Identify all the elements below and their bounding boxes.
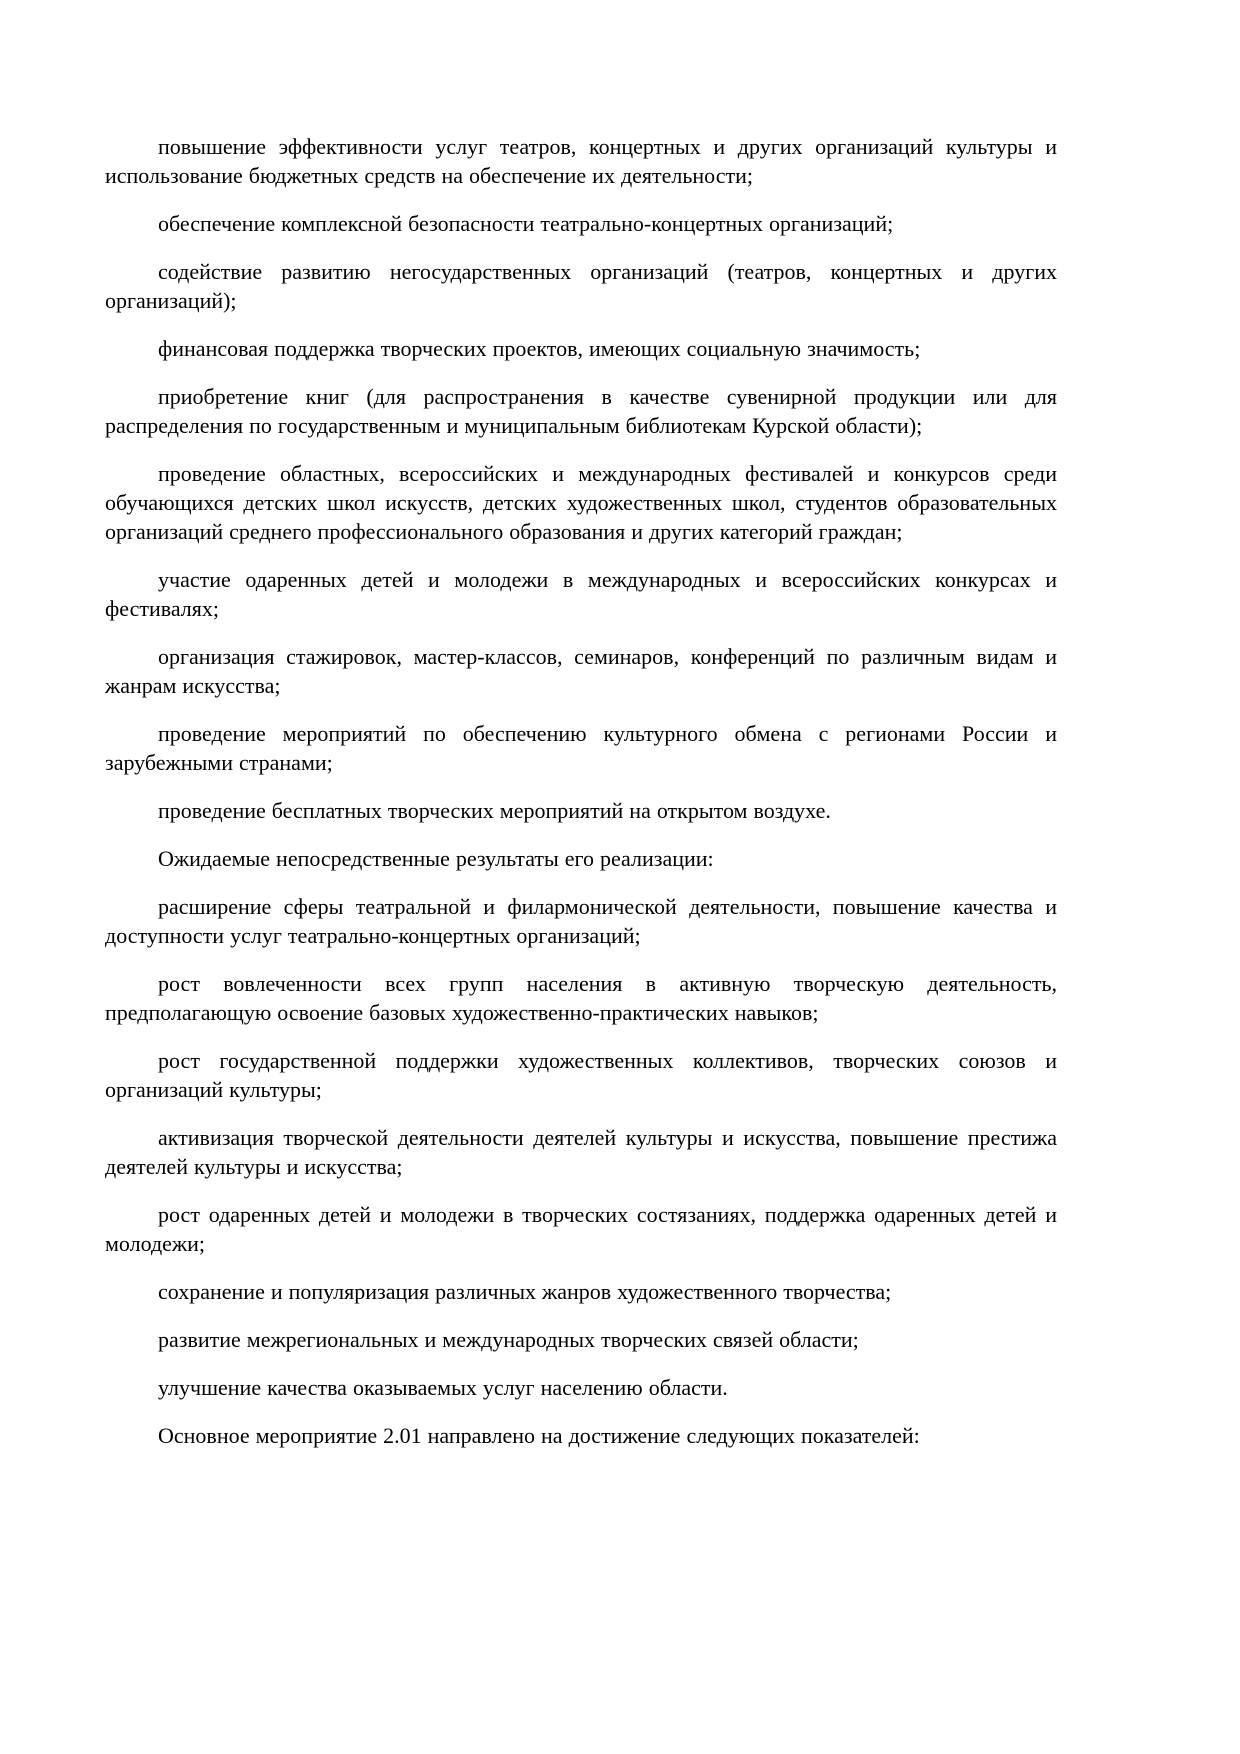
paragraph: проведение мероприятий по обеспечению культурного обмена с регионами России и зарубежными странами; xyxy=(105,721,1057,775)
paragraph: приобретение книг (для распространения в качестве сувенирной продукции или для распределения по государственным и муниципальным библиотекам Курской области); xyxy=(105,384,1057,438)
paragraph: содействие развитию негосударственных организаций (театров, концертных и других организаций); xyxy=(105,259,1057,313)
paragraph: проведение бесплатных творческих мероприятий на открытом воздухе. xyxy=(158,798,831,823)
paragraph: рост одаренных детей и молодежи в творческих состязаниях, поддержка одаренных детей и молодежи; xyxy=(105,1202,1057,1256)
paragraph: рост государственной поддержки художественных коллективов, творческих союзов и организаций культуры; xyxy=(105,1048,1057,1102)
paragraph: участие одаренных детей и молодежи в международных и всероссийских конкурсах и фестивалях; xyxy=(105,567,1057,621)
paragraph: проведение областных, всероссийских и международных фестивалей и конкурсов среди обучающихся детских школ искусств, детских художественных школ, студентов образовательных организаций среднего профессионального образования и других категорий граждан; xyxy=(105,461,1057,544)
paragraph: повышение эффективности услуг театров, концертных и других организаций культуры и использование бюджетных средств на обеспечение их деятельности; xyxy=(105,134,1057,188)
paragraph: финансовая поддержка творческих проектов, имеющих социальную значимость; xyxy=(158,336,921,361)
paragraph: активизация творческой деятельности деятелей культуры и искусства, повышение престижа деятелей культуры и искусства; xyxy=(105,1125,1057,1179)
paragraph: обеспечение комплексной безопасности театрально-концертных организаций; xyxy=(158,211,894,236)
document-body xyxy=(105,132,1057,1469)
paragraph: сохранение и популяризация различных жанров художественного творчества; xyxy=(158,1279,892,1304)
paragraph: Основное мероприятие 2.01 направлено на достижение следующих показателей: xyxy=(158,1423,920,1448)
paragraph: улучшение качества оказываемых услуг населению области. xyxy=(158,1375,728,1400)
paragraph: развитие межрегиональных и международных творческих связей области; xyxy=(158,1327,859,1352)
paragraph: организация стажировок, мастер-классов, семинаров, конференций по различным видам и жанрам искусства; xyxy=(105,644,1057,698)
paragraph: расширение сферы театральной и филармонической деятельности, повышение качества и доступности услуг театрально-концертных организаций; xyxy=(105,894,1057,948)
paragraph: Ожидаемые непосредственные результаты его реализации: xyxy=(158,846,714,871)
paragraph: рост вовлеченности всех групп населения в активную творческую деятельность, предполагающую освоение базовых художественно-практических навыков; xyxy=(105,971,1057,1025)
